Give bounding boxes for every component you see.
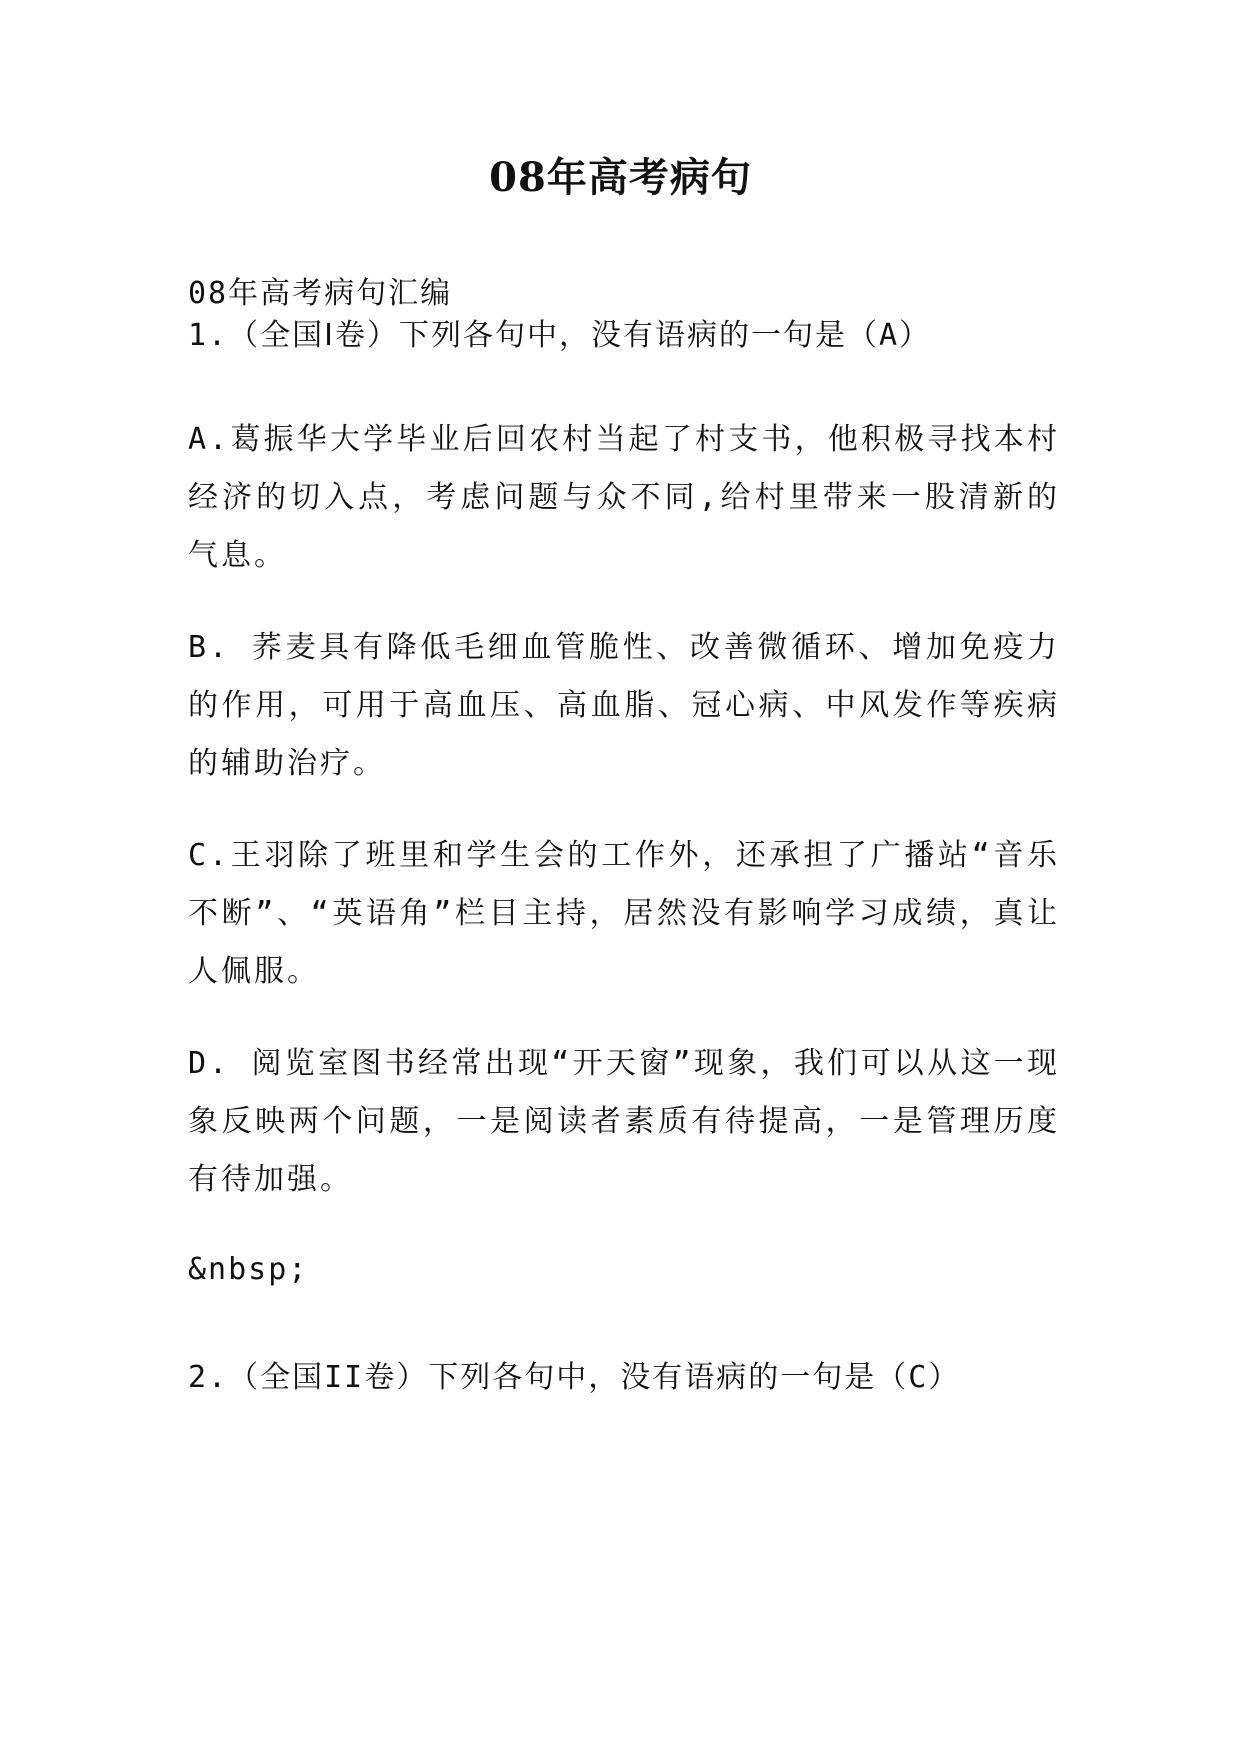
question-1-option-a: A.葛振华大学毕业后回农村当起了村支书，他积极寻找本村经济的切入点，考虑问题与众不同,给村里带来一股清新的气息。 (188, 422, 1060, 573)
question-1-option-c: C.王羽除了班里和学生会的工作外，还承担了广播站“音乐不断”、“英语角”栏目主持，居然没有影响学习成绩，真让人佩服。 (188, 838, 1060, 989)
subtitle: 08年高考病句汇编 (188, 276, 453, 311)
document-title: 08年高考病句 (489, 154, 752, 201)
question-1-stem: 1.（全国Ⅰ卷）下列各句中，没有语病的一句是（A） (188, 318, 932, 353)
question-1-option-b: B. 荞麦具有降低毛细血管脆性、改善微循环、增加免疫力的作用，可用于高血压、高血脂、冠心病、中风发作等疾病的辅助治疗。 (188, 630, 1060, 781)
question-1-option-d: D. 阅览室图书经常出现“开天窗”现象，我们可以从这一现象反映两个问题，一是阅读者素质有待提高，一是管理历度有待加强。 (188, 1046, 1060, 1197)
question-2-stem: 2.（全国II卷）下列各句中，没有语病的一句是（C） (188, 1360, 961, 1395)
spacer-text: &nbsp; (188, 1252, 309, 1287)
